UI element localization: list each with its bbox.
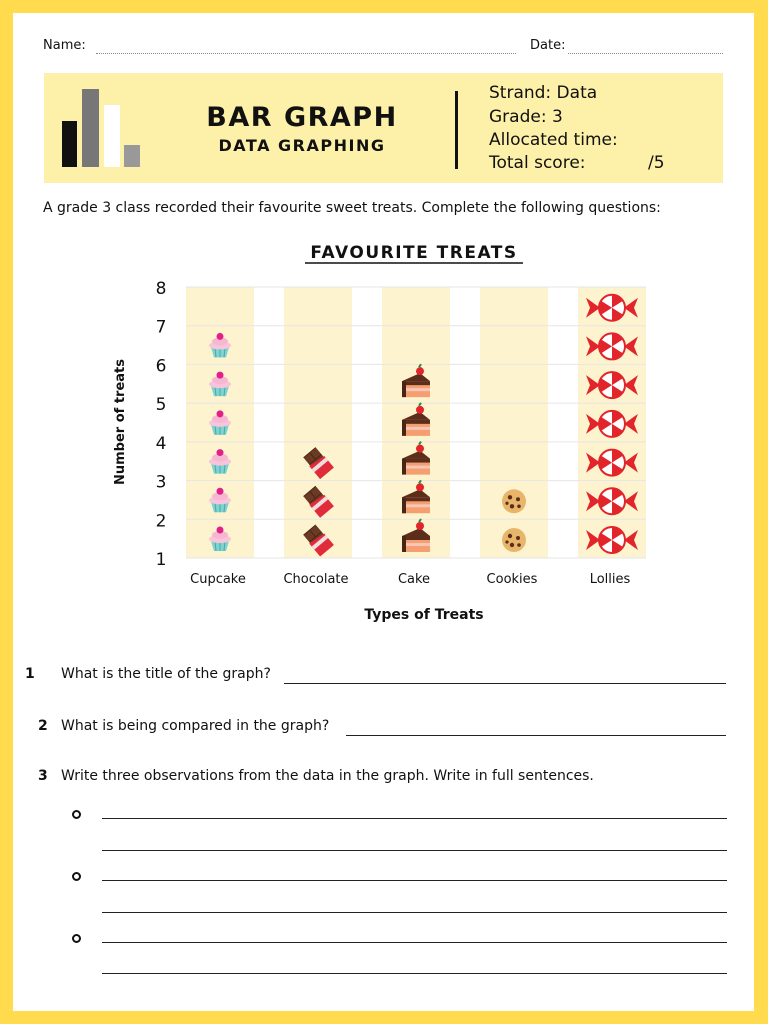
writing-line-1a[interactable] — [102, 818, 727, 819]
x-tick-label: Cookies — [486, 572, 538, 587]
x-tick-label: Lollies — [589, 572, 631, 587]
intro-text: A grade 3 class recorded their favourite sweet treats. Complete the following questions: — [43, 200, 661, 216]
y-tick-label: 7 — [155, 317, 167, 338]
worksheet-title: BAR GRAPH — [206, 102, 398, 133]
column-band-cookies — [480, 287, 548, 558]
bullet-3 — [72, 934, 81, 943]
y-tick-label: 4 — [155, 433, 167, 454]
x-tick-label: Chocolate — [283, 572, 349, 587]
y-tick-label: 8 — [155, 279, 167, 299]
y-axis-label: Number of treats — [113, 358, 128, 486]
y-tick-label: 3 — [155, 472, 167, 493]
column-band-chocolate — [284, 287, 352, 558]
question-2-number: 2 — [38, 718, 48, 734]
writing-line-2a[interactable] — [102, 880, 727, 881]
chart-title: FAVOURITE TREATS — [310, 243, 518, 263]
strand-text: Strand: Data — [489, 83, 598, 103]
time-text: Allocated time: — [489, 130, 618, 150]
worksheet-subtitle: DATA GRAPHING — [218, 136, 386, 155]
question-1-text: What is the title of the graph? — [61, 666, 271, 682]
writing-line-3b[interactable] — [102, 973, 727, 974]
question-3-text: Write three observations from the data in the graph. Write in full sentences. — [61, 768, 594, 784]
answer-line-2[interactable] — [346, 735, 726, 736]
answer-line-1[interactable] — [284, 683, 726, 684]
writing-line-1b[interactable] — [102, 850, 727, 851]
y-tick-label: 2 — [155, 511, 167, 532]
bullet-1 — [72, 810, 81, 819]
y-tick-label: 1 — [155, 550, 167, 570]
score-label: Total score: — [489, 153, 586, 173]
question-1-number: 1 — [25, 666, 35, 682]
y-tick-label: 5 — [155, 395, 167, 416]
question-3-number: 3 — [38, 768, 48, 784]
date-label: Date: — [530, 38, 566, 53]
grade-text: Grade: 3 — [489, 107, 563, 127]
question-2-text: What is being compared in the graph? — [61, 718, 330, 734]
writing-line-2b[interactable] — [102, 912, 727, 913]
x-tick-label: Cake — [397, 572, 431, 587]
cookie-icon — [502, 489, 526, 513]
name-label: Name: — [43, 38, 86, 53]
x-tick-label: Cupcake — [190, 572, 246, 587]
writing-line-3a[interactable] — [102, 942, 727, 943]
bullet-2 — [72, 872, 81, 881]
x-axis-label: Types of Treats — [364, 607, 484, 623]
score-value: /5 — [648, 153, 665, 173]
y-tick-label: 6 — [155, 356, 167, 377]
cookie-icon — [502, 528, 526, 552]
